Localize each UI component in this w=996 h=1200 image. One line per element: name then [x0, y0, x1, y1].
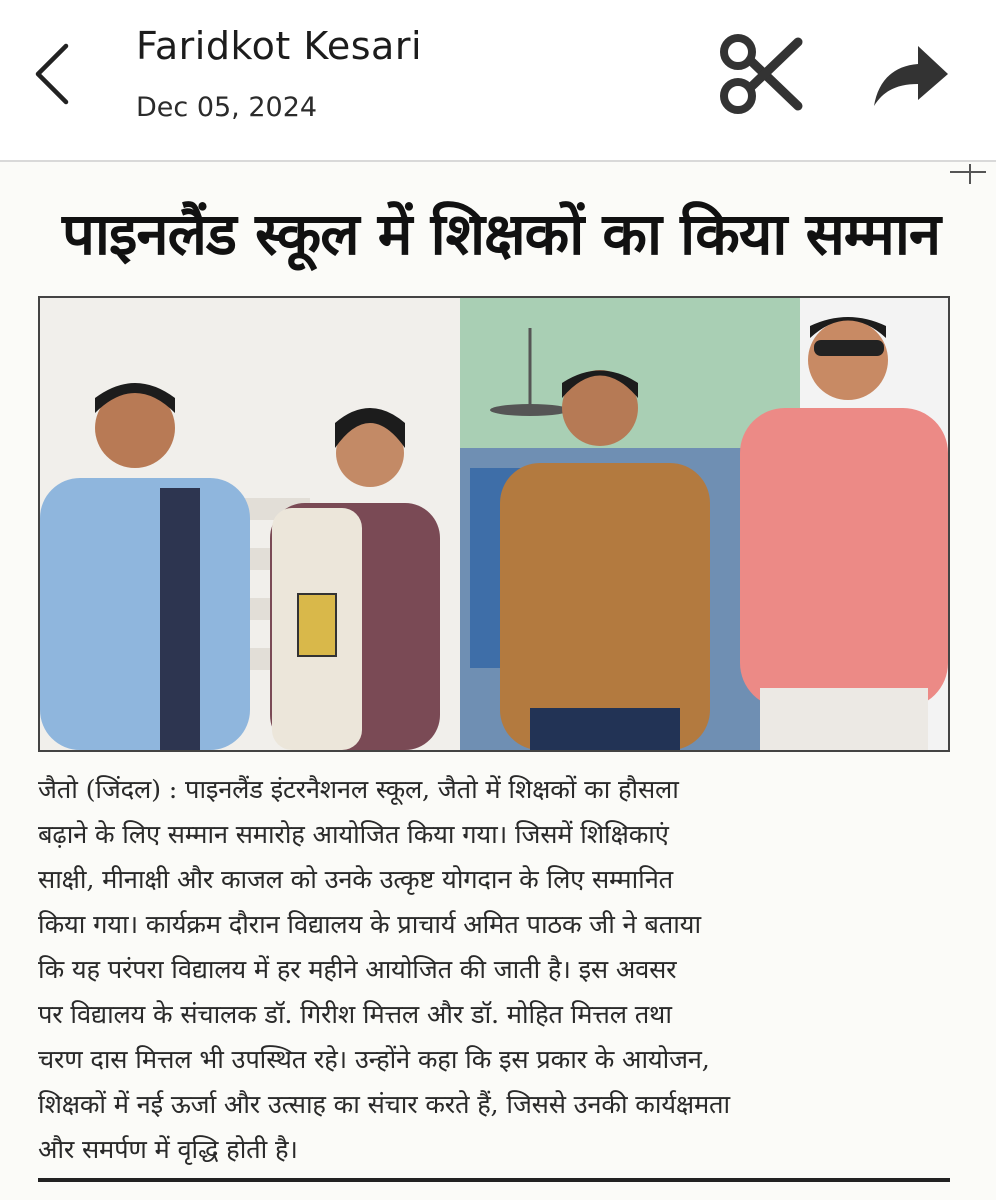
share-button[interactable] [868, 40, 952, 112]
body-line: चरण दास मित्तल भी उपस्थित रहे। उन्होंने कहा कि इस प्रकार के आयोजन, [38, 1045, 710, 1075]
crop-mark-icon [948, 162, 988, 184]
article-body [38, 768, 958, 1173]
body-line: किया गया। कार्यक्रम दौरान विद्यालय के प्राचार्य अमित पाठक जी ने बताया [38, 910, 701, 940]
news-photo [40, 298, 948, 750]
body-line: कि यह परंपरा विद्यालय में हर महीने आयोजित की जाती है। इस अवसर [38, 955, 677, 985]
article-headline: पाइनलैंड स्कूल में शिक्षकों का किया सम्मान [61, 200, 941, 268]
app-header [0, 0, 996, 162]
publication-date: Dec 05, 2024 [136, 92, 318, 123]
chevron-left-icon [32, 42, 72, 106]
scissors-icon [716, 32, 808, 116]
body-line: शिक्षकों में नई ऊर्जा और उत्साह का संचार करते हैं, जिससे उनकी कार्यक्षमता [38, 1090, 730, 1120]
share-arrow-icon [868, 40, 952, 112]
bottom-rule [38, 1178, 950, 1182]
body-line: और समर्पण में वृद्धि होती है। [38, 1135, 298, 1165]
body-line: पर विद्यालय के संचालक डॉ. गिरीश मित्तल और डॉ. मोहित मित्तल तथा [38, 1000, 672, 1030]
back-button[interactable] [24, 38, 80, 110]
publication-title: Faridkot Kesari [136, 24, 423, 68]
clip-button[interactable] [716, 32, 808, 116]
body-line: बढ़ाने के लिए सम्मान समारोह आयोजित किया गया। जिसमें शिक्षिकाएं [38, 820, 669, 850]
article-photo [38, 296, 950, 752]
body-line: जैतो (जिंदल) : पाइनलैंड इंटरनैशनल स्कूल, जैतो में शिक्षकों का हौसला [38, 775, 679, 805]
body-line: साक्षी, मीनाक्षी और काजल को उनके उत्कृष्ट योगदान के लिए सम्मानित [38, 865, 673, 895]
